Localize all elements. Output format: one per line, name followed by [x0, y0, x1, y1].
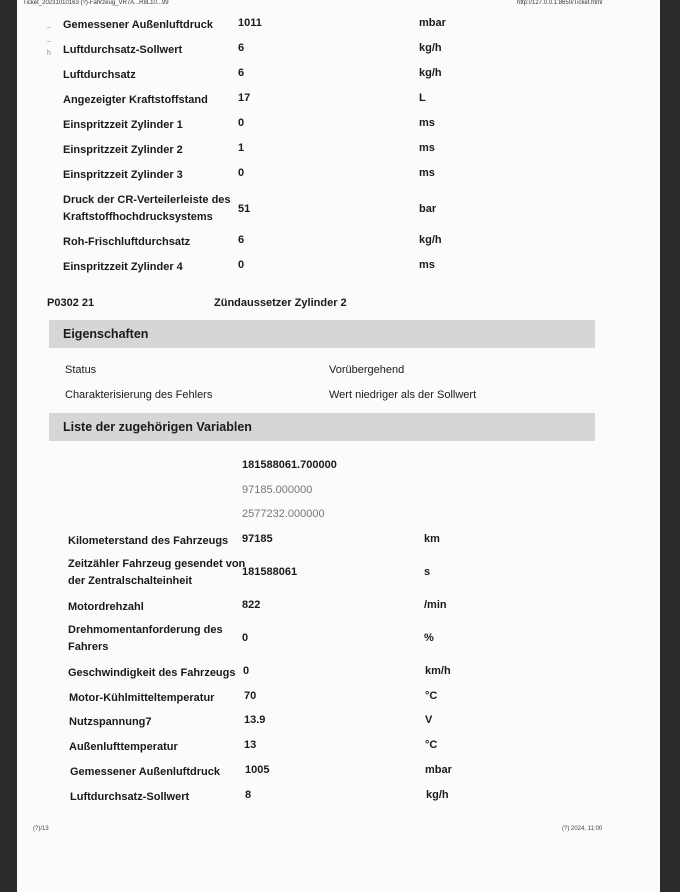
row-label: Drehmomentanforderung des Fahrers: [68, 624, 223, 653]
row-label: Außenlufttemperatur: [69, 741, 178, 753]
row-label: Gemessener Außenluftdruck: [63, 19, 213, 31]
page-header-left: Ticket_20231010163 (?)-Fahrzeug_VR7A...R8L10...99: [23, 0, 169, 6]
raw-value: 181588061.700000: [242, 459, 337, 471]
row-label: Geschwindigkeit des Fahrzeugs: [68, 667, 236, 679]
margin-mark: h: [47, 50, 51, 57]
row-label: Einspritzzeit Zylinder 3: [63, 169, 183, 181]
row-value: 70: [244, 690, 257, 702]
row-label: Einspritzzeit Zylinder 2: [63, 144, 183, 156]
row-unit: mbar: [419, 17, 446, 29]
row-value: 6: [238, 67, 245, 79]
row-unit: kg/h: [419, 67, 442, 79]
row-label: Zeitzähler Fahrzeug gesendet von der Zentralschalteinheit: [68, 558, 246, 587]
page-header-right: http://127.0.0.1:8650/Ticket.html: [517, 0, 603, 6]
row-unit: kg/h: [426, 789, 449, 801]
row-unit: kg/h: [419, 42, 442, 54]
document-page: [17, 0, 660, 892]
row-label: Kilometerstand des Fahrzeugs: [68, 535, 229, 547]
row-unit: bar: [419, 203, 437, 215]
row-unit: km: [424, 533, 440, 545]
row-unit: /min: [424, 599, 447, 611]
margin-mark: –: [47, 38, 51, 45]
margin-mark: –: [47, 24, 51, 31]
row-label: Luftdurchsatz-Sollwert: [63, 44, 183, 56]
row-value: 0: [238, 259, 245, 271]
row-unit: °C: [425, 690, 438, 702]
fault-code: P0302 21: [47, 297, 95, 309]
row-value: 1011: [238, 17, 262, 29]
row-label: Einspritzzeit Zylinder 4: [63, 261, 183, 273]
page-footer-right: (?) 2024, 11:00: [562, 826, 603, 832]
page-footer-left: (?)/13: [33, 826, 49, 832]
row-value: 0: [238, 167, 245, 179]
row-unit: s: [424, 566, 431, 578]
row-unit: °C: [425, 739, 438, 751]
row-unit: ms: [419, 167, 435, 179]
property-label: Charakterisierung des Fehlers: [65, 389, 213, 401]
row-value: 0: [243, 665, 250, 677]
section-header-variables: Liste der zugehörigen Variablen: [49, 413, 595, 441]
row-label: Druck der CR-Verteilerleiste des Kraftstoffhochdrucksystems: [63, 194, 231, 223]
row-value: 13.9: [244, 714, 266, 726]
fault-description: Zündaussetzer Zylinder 2: [214, 297, 347, 309]
row-label: Motordrehzahl: [68, 601, 144, 613]
raw-value: 2577232.000000: [242, 508, 325, 520]
row-value: 13: [244, 739, 257, 751]
row-label: Nutzspannung7: [69, 716, 152, 728]
row-value: 97185: [242, 533, 273, 545]
row-unit: ms: [419, 142, 435, 154]
row-label: Motor-Kühlmitteltemperatur: [69, 692, 215, 704]
row-value: 181588061: [242, 566, 298, 578]
row-unit: L: [419, 92, 426, 104]
property-value: Vorübergehend: [329, 364, 405, 376]
row-unit: km/h: [425, 665, 451, 677]
row-value: 1: [238, 142, 245, 154]
row-unit: %: [424, 632, 434, 644]
row-value: 1005: [245, 764, 270, 776]
row-unit: ms: [419, 117, 435, 129]
row-unit: V: [425, 714, 433, 726]
row-unit: ms: [419, 259, 435, 271]
row-label: Roh-Frischluftdurchsatz: [63, 236, 191, 248]
row-value: 8: [245, 789, 252, 801]
property-label: Status: [65, 364, 97, 376]
row-value: 0: [242, 632, 249, 644]
row-value: 822: [242, 599, 261, 611]
row-unit: mbar: [425, 764, 452, 776]
row-label: Luftdurchsatz: [63, 69, 136, 81]
raw-value: 97185.000000: [242, 484, 313, 496]
row-value: 0: [238, 117, 245, 129]
row-label: Einspritzzeit Zylinder 1: [63, 119, 183, 131]
row-value: 17: [238, 92, 251, 104]
row-unit: kg/h: [419, 234, 442, 246]
section-header-properties: Eigenschaften: [49, 320, 595, 348]
row-label: Luftdurchsatz-Sollwert: [70, 791, 190, 803]
row-value: 6: [238, 234, 245, 246]
row-value: 6: [238, 42, 245, 54]
property-value: Wert niedriger als der Sollwert: [329, 389, 477, 401]
row-label: Gemessener Außenluftdruck: [70, 766, 220, 778]
row-label: Angezeigter Kraftstoffstand: [63, 94, 208, 106]
row-value: 51: [238, 203, 251, 215]
